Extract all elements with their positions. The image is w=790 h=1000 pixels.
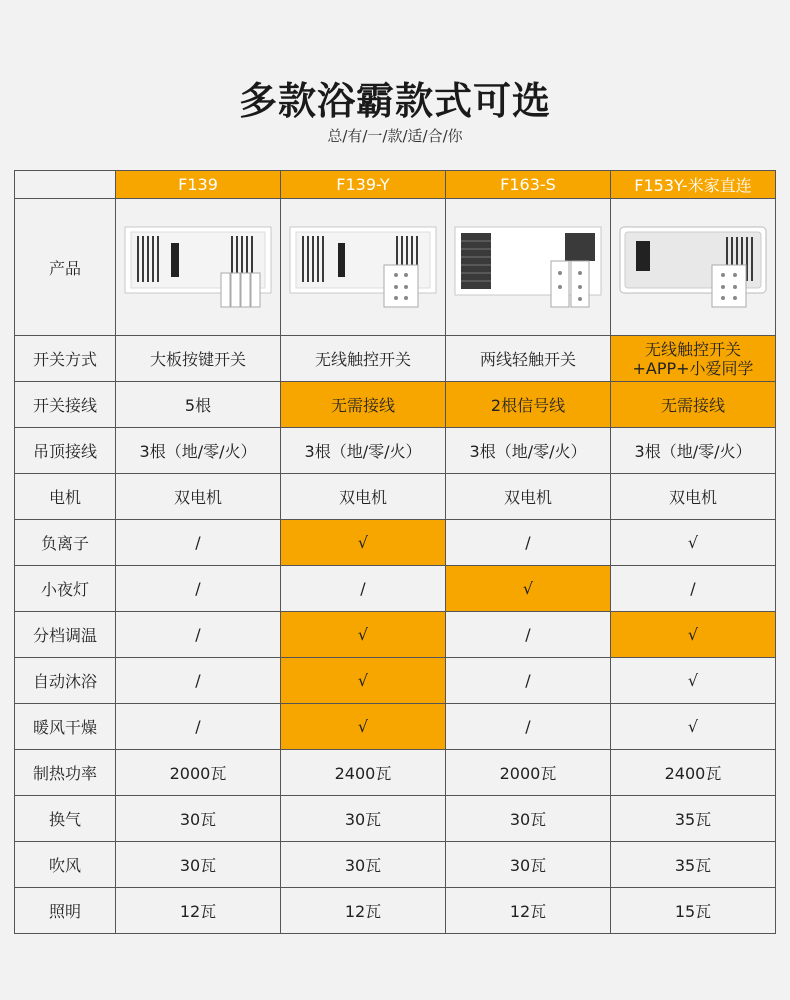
table-row — [15, 336, 776, 382]
f153y-product-image — [618, 225, 768, 309]
table-cell: 2400瓦 — [611, 750, 776, 796]
table-cell: √ — [611, 612, 776, 658]
table-row — [15, 704, 776, 750]
table-cell: 无线触控开关 — [281, 336, 446, 382]
f163s-product-image — [453, 225, 603, 309]
row-label-product: 产品 — [15, 199, 116, 336]
table-cell: √ — [281, 520, 446, 566]
row-label: 自动沐浴 — [15, 658, 116, 704]
table-cell: / — [116, 704, 281, 750]
table-row — [15, 428, 776, 474]
table-cell: 3根（地/零/火） — [611, 428, 776, 474]
table-cell: 双电机 — [116, 474, 281, 520]
table-cell: 30瓦 — [281, 842, 446, 888]
table-row — [15, 842, 776, 888]
table-cell: 双电机 — [611, 474, 776, 520]
product-cell-f139 — [116, 199, 281, 336]
model-name-f153y: F153Y-米家直连 — [611, 171, 776, 199]
table-cell: 12瓦 — [116, 888, 281, 934]
model-header-row — [15, 171, 776, 199]
table-cell: 3根（地/零/火） — [281, 428, 446, 474]
table-cell: √ — [281, 612, 446, 658]
f139-product-image — [123, 225, 273, 309]
table-row — [15, 888, 776, 934]
table-row — [15, 520, 776, 566]
product-image-row — [15, 199, 776, 336]
table-cell: 双电机 — [281, 474, 446, 520]
table-cell: 2400瓦 — [281, 750, 446, 796]
table-row — [15, 750, 776, 796]
table-cell: √ — [281, 704, 446, 750]
cell-line: 无线触控开关 — [644, 339, 741, 359]
table-cell: / — [116, 612, 281, 658]
table-cell: / — [446, 658, 611, 704]
table-cell: / — [446, 704, 611, 750]
table-cell: 35瓦 — [611, 842, 776, 888]
table-row — [15, 612, 776, 658]
cell-line: +APP+小爱同学 — [632, 358, 754, 378]
table-row — [15, 566, 776, 612]
table-row — [15, 796, 776, 842]
table-cell: / — [611, 566, 776, 612]
table-cell: 双电机 — [446, 474, 611, 520]
table-cell: / — [446, 612, 611, 658]
table-cell: 2根信号线 — [446, 382, 611, 428]
row-label: 制热功率 — [15, 750, 116, 796]
row-label: 暖风干燥 — [15, 704, 116, 750]
comparison-table — [14, 170, 776, 934]
table-cell: 两线轻触开关 — [446, 336, 611, 382]
table-cell: 2000瓦 — [446, 750, 611, 796]
table-cell: / — [446, 520, 611, 566]
page-title: 多款浴霸款式可选 — [238, 79, 551, 123]
table-cell: 2000瓦 — [116, 750, 281, 796]
table-cell: √ — [611, 704, 776, 750]
row-label: 电机 — [15, 474, 116, 520]
table-cell: 无需接线 — [281, 382, 446, 428]
table-row — [15, 474, 776, 520]
table-cell: 15瓦 — [611, 888, 776, 934]
table-cell: / — [116, 658, 281, 704]
table-cell: 35瓦 — [611, 796, 776, 842]
row-label: 换气 — [15, 796, 116, 842]
product-cell-f163s — [446, 199, 611, 336]
table-cell: 30瓦 — [116, 842, 281, 888]
f139y-product-image — [288, 225, 438, 309]
model-name-f163s: F163-S — [446, 171, 611, 199]
table-cell — [611, 336, 776, 382]
table-cell: 大板按键开关 — [116, 336, 281, 382]
row-label: 照明 — [15, 888, 116, 934]
product-cell-f153y — [611, 199, 776, 336]
page-subtitle: 总/有/一/款/适/合/你 — [327, 127, 463, 145]
row-label: 开关接线 — [15, 382, 116, 428]
row-label: 分档调温 — [15, 612, 116, 658]
table-cell: 无需接线 — [611, 382, 776, 428]
table-cell: / — [116, 566, 281, 612]
table-cell: √ — [611, 520, 776, 566]
model-name-f139y: F139-Y — [281, 171, 446, 199]
table-cell: √ — [611, 658, 776, 704]
table-cell: 30瓦 — [116, 796, 281, 842]
model-name-f139: F139 — [116, 171, 281, 199]
table-cell: 3根（地/零/火） — [446, 428, 611, 474]
header-corner-cell — [15, 171, 116, 199]
product-cell-f139y — [281, 199, 446, 336]
table-cell: 30瓦 — [446, 842, 611, 888]
table-cell: 30瓦 — [446, 796, 611, 842]
row-label: 开关方式 — [15, 336, 116, 382]
row-label: 吹风 — [15, 842, 116, 888]
table-row — [15, 382, 776, 428]
table-cell: 12瓦 — [281, 888, 446, 934]
table-row — [15, 658, 776, 704]
table-cell: √ — [446, 566, 611, 612]
table-cell: √ — [281, 658, 446, 704]
table-cell: 12瓦 — [446, 888, 611, 934]
table-cell: 3根（地/零/火） — [116, 428, 281, 474]
table-cell: / — [281, 566, 446, 612]
row-label: 负离子 — [15, 520, 116, 566]
table-cell: 5根 — [116, 382, 281, 428]
row-label: 小夜灯 — [15, 566, 116, 612]
row-label: 吊顶接线 — [15, 428, 116, 474]
table-cell: 30瓦 — [281, 796, 446, 842]
table-cell: / — [116, 520, 281, 566]
